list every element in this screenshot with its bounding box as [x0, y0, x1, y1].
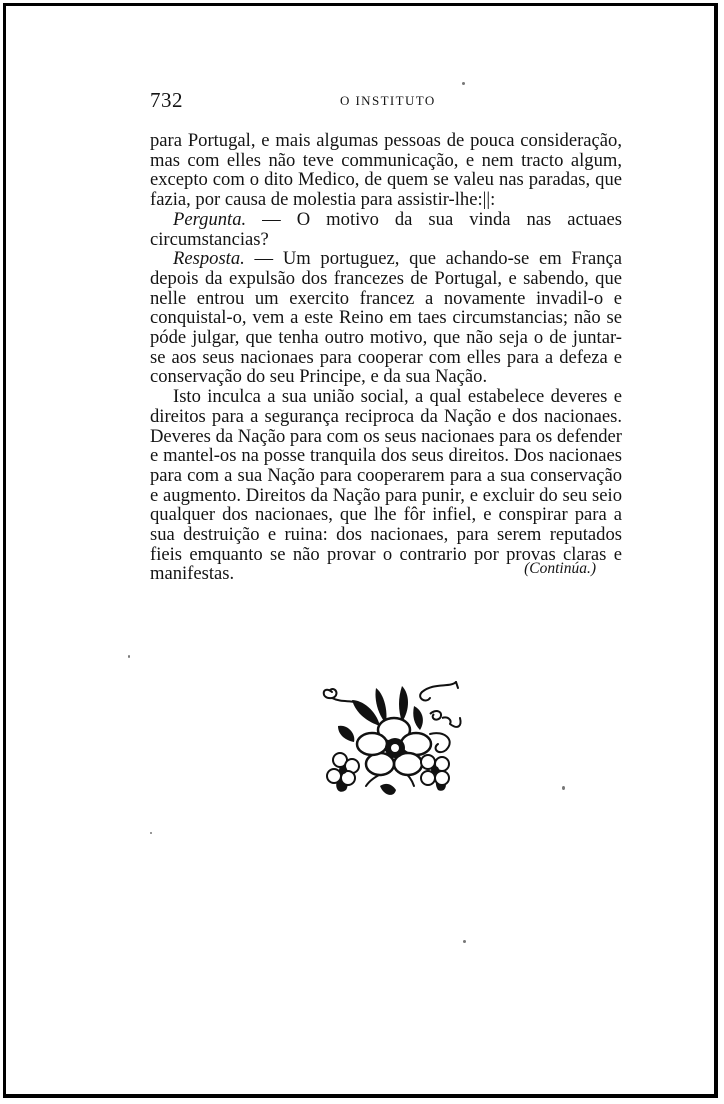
body-text — [150, 131, 622, 584]
scan-speck — [462, 82, 465, 85]
paragraph-question — [150, 210, 622, 249]
page-number: 732 — [150, 88, 183, 112]
paragraph-text: para Portugal, e mais algumas pessoas de pouca consideração, mas com elles não teve communicação, e nem tracto algum, excepto com o dito Medico, de quem se valeu nas paradas, que fazia, por causa de molestia para assistir-lhe:||: — [150, 130, 622, 211]
paragraph-text: — O motivo da sua vinda nas actuaes circumstancias? — [150, 208, 622, 250]
scan-speck — [562, 786, 565, 790]
paragraph-text: Isto inculca a sua união social, a qual estabelece deveres e direitos para a segurança reciproca da Nação e dos nacionaes. Deveres da Nação para com os seus nacionaes para os defender e mantel-os na posse tranquila dos seus direitos. Dos nacionaes para com a sua Nação para cooperarem para a sua conservação e augmento. Direitos da Nação para punir, e excluir do seu seio qualquer dos nacionaes, que lhe fôr infiel, e conspirar para a sua destruição e ruina: dos nacionaes, para serem reputados fieis emquanto se não provar o contrario por provas claras e manifestas. — [150, 386, 622, 585]
speaker-label: Pergunta. — [173, 208, 247, 230]
running-head: O INSTITUTO — [340, 93, 436, 108]
page-header — [150, 86, 622, 116]
paragraph-continuation — [150, 131, 622, 210]
speaker-label: Resposta. — [173, 248, 245, 270]
paragraph-answer — [150, 249, 622, 387]
paragraph-text: — Um portuguez, que achando-se em França depois da expulsão dos francezes de Portugal, e sabendo, que nelle entrou um exercito francez a novamente invadil-o e conquistal-o, vem a este Reino em taes circumstancias; não se póde julgar, que tenha outro motivo, que não seja o de juntar-se aos seus nacionaes para cooperar com elles para a defeza e conservação do seu Principe, e da sua Nação. — [150, 248, 622, 388]
paragraph-commentary — [150, 387, 622, 584]
scan-speck — [150, 832, 152, 834]
continuation-note: (Continúa.) — [524, 560, 596, 577]
scan-speck — [128, 655, 130, 658]
floral-vignette-icon — [318, 678, 468, 808]
scan-speck — [463, 940, 466, 943]
